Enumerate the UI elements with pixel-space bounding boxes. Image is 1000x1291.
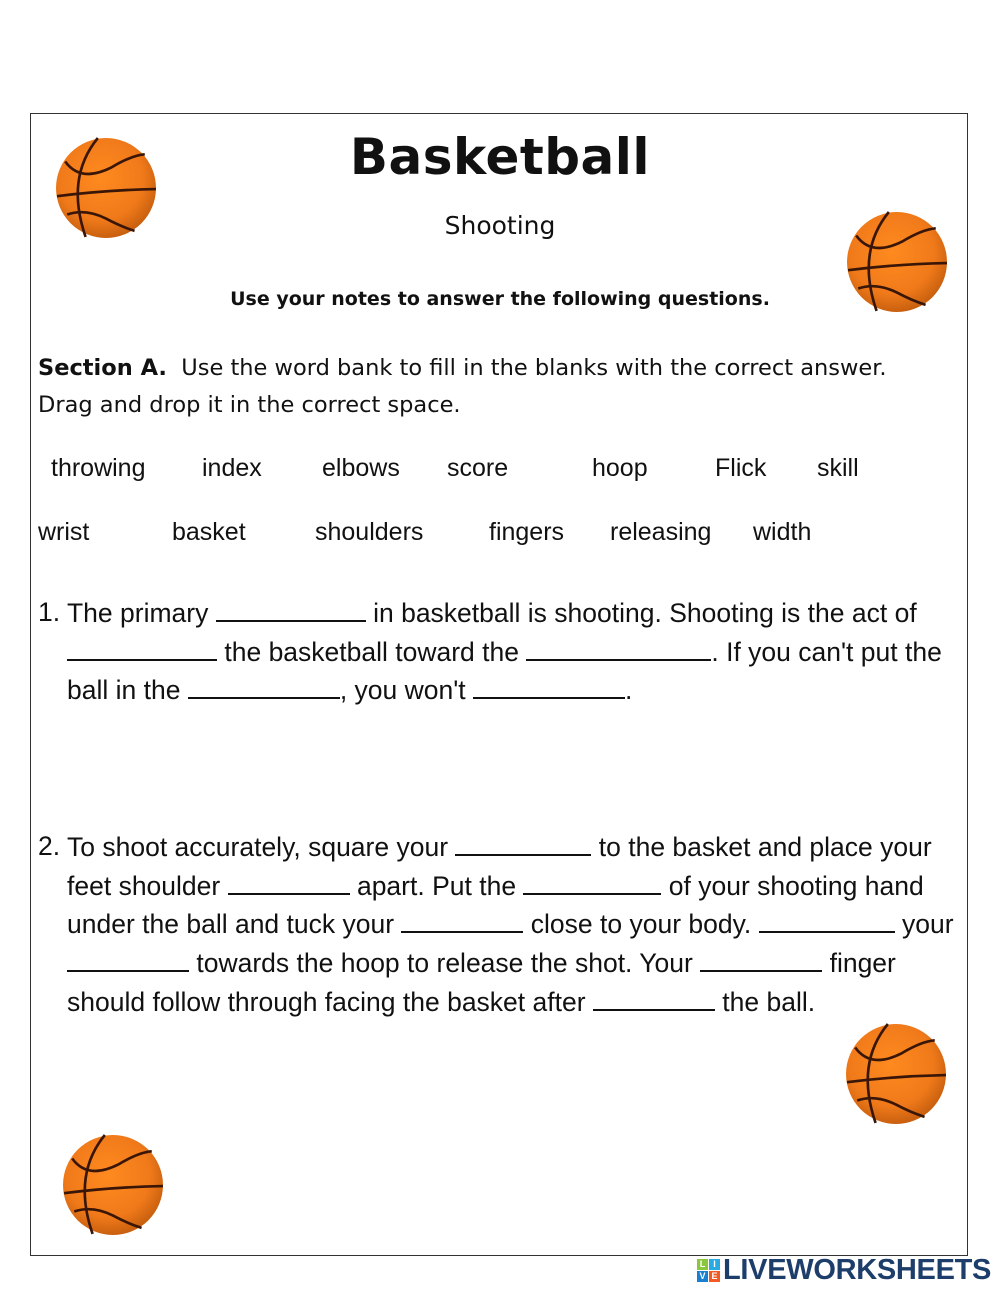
blank-drop-zone[interactable] <box>401 905 523 933</box>
question-text: the ball. <box>714 986 816 1017</box>
page-subtitle: Shooting <box>444 211 556 240</box>
blank-drop-zone[interactable] <box>593 983 715 1011</box>
instructions: Use your notes to answer the following questions. <box>230 288 770 310</box>
question-text: The primary <box>67 598 216 628</box>
question-text: towards the hoop to release the shot. Your <box>189 948 701 979</box>
section-text: Use the word bank to fill in the blanks with the correct answer. Drag and drop it in the correct space. <box>38 355 887 418</box>
question-text: apart. Put the <box>349 870 524 901</box>
liveworksheets-logo <box>697 1255 991 1285</box>
section-a-instructions <box>38 350 938 424</box>
live-blocks-icon: L I V E <box>697 1259 720 1282</box>
word-basket[interactable]: basket <box>172 518 246 546</box>
question-text: your <box>894 909 954 940</box>
logo-text: LIVEWORKSHEETS <box>723 1253 992 1286</box>
blank-drop-zone[interactable] <box>526 633 711 661</box>
word-hoop[interactable]: hoop <box>592 454 648 482</box>
blank-drop-zone[interactable] <box>700 944 822 972</box>
blank-drop-zone[interactable] <box>67 633 217 661</box>
word-elbows[interactable]: elbows <box>322 454 400 482</box>
section-label: Section A. <box>38 355 167 381</box>
question-number: 1. <box>38 597 61 627</box>
basketball-icon <box>845 1023 947 1125</box>
blank-drop-zone[interactable] <box>67 944 189 972</box>
question-text: . <box>625 675 633 706</box>
word-releasing[interactable]: releasing <box>610 518 712 546</box>
word-width[interactable]: width <box>753 518 812 546</box>
blank-drop-zone[interactable] <box>188 671 340 699</box>
page-title: Basketball <box>349 128 651 186</box>
question-text: in basketball is shooting. Shooting is the act of <box>365 598 917 628</box>
word-flick[interactable]: Flick <box>715 454 767 482</box>
question-number: 2. <box>38 831 61 861</box>
blank-drop-zone[interactable] <box>523 867 661 895</box>
blank-drop-zone[interactable] <box>759 905 895 933</box>
blank-drop-zone[interactable] <box>473 671 625 699</box>
word-score[interactable]: score <box>447 454 509 482</box>
question-text: close to your body. <box>523 909 759 940</box>
blank-drop-zone[interactable] <box>455 828 591 856</box>
question-1 <box>38 594 963 710</box>
question-text: . If you can't put the ball in the <box>67 636 942 706</box>
word-index[interactable]: index <box>202 454 262 482</box>
word-fingers[interactable]: fingers <box>489 518 565 546</box>
word-shoulders[interactable]: shoulders <box>315 518 424 546</box>
word-wrist[interactable]: wrist <box>38 518 90 546</box>
blank-drop-zone[interactable] <box>216 594 366 622</box>
question-text: to the basket and place your feet shoulder <box>67 832 932 901</box>
word-throwing[interactable]: throwing <box>51 454 146 482</box>
word-skill[interactable]: skill <box>817 454 859 482</box>
basketball-icon <box>62 1134 164 1236</box>
question-text: the basketball toward the <box>217 636 527 667</box>
question-text: finger should follow through facing the basket after <box>67 948 896 1017</box>
question-text: of your shooting hand under the ball and tuck your <box>67 870 924 940</box>
question-text: , you won't <box>339 675 474 706</box>
blank-drop-zone[interactable] <box>228 867 350 895</box>
question-text: To shoot accurately, square your <box>67 832 456 862</box>
question-2 <box>38 828 963 1022</box>
